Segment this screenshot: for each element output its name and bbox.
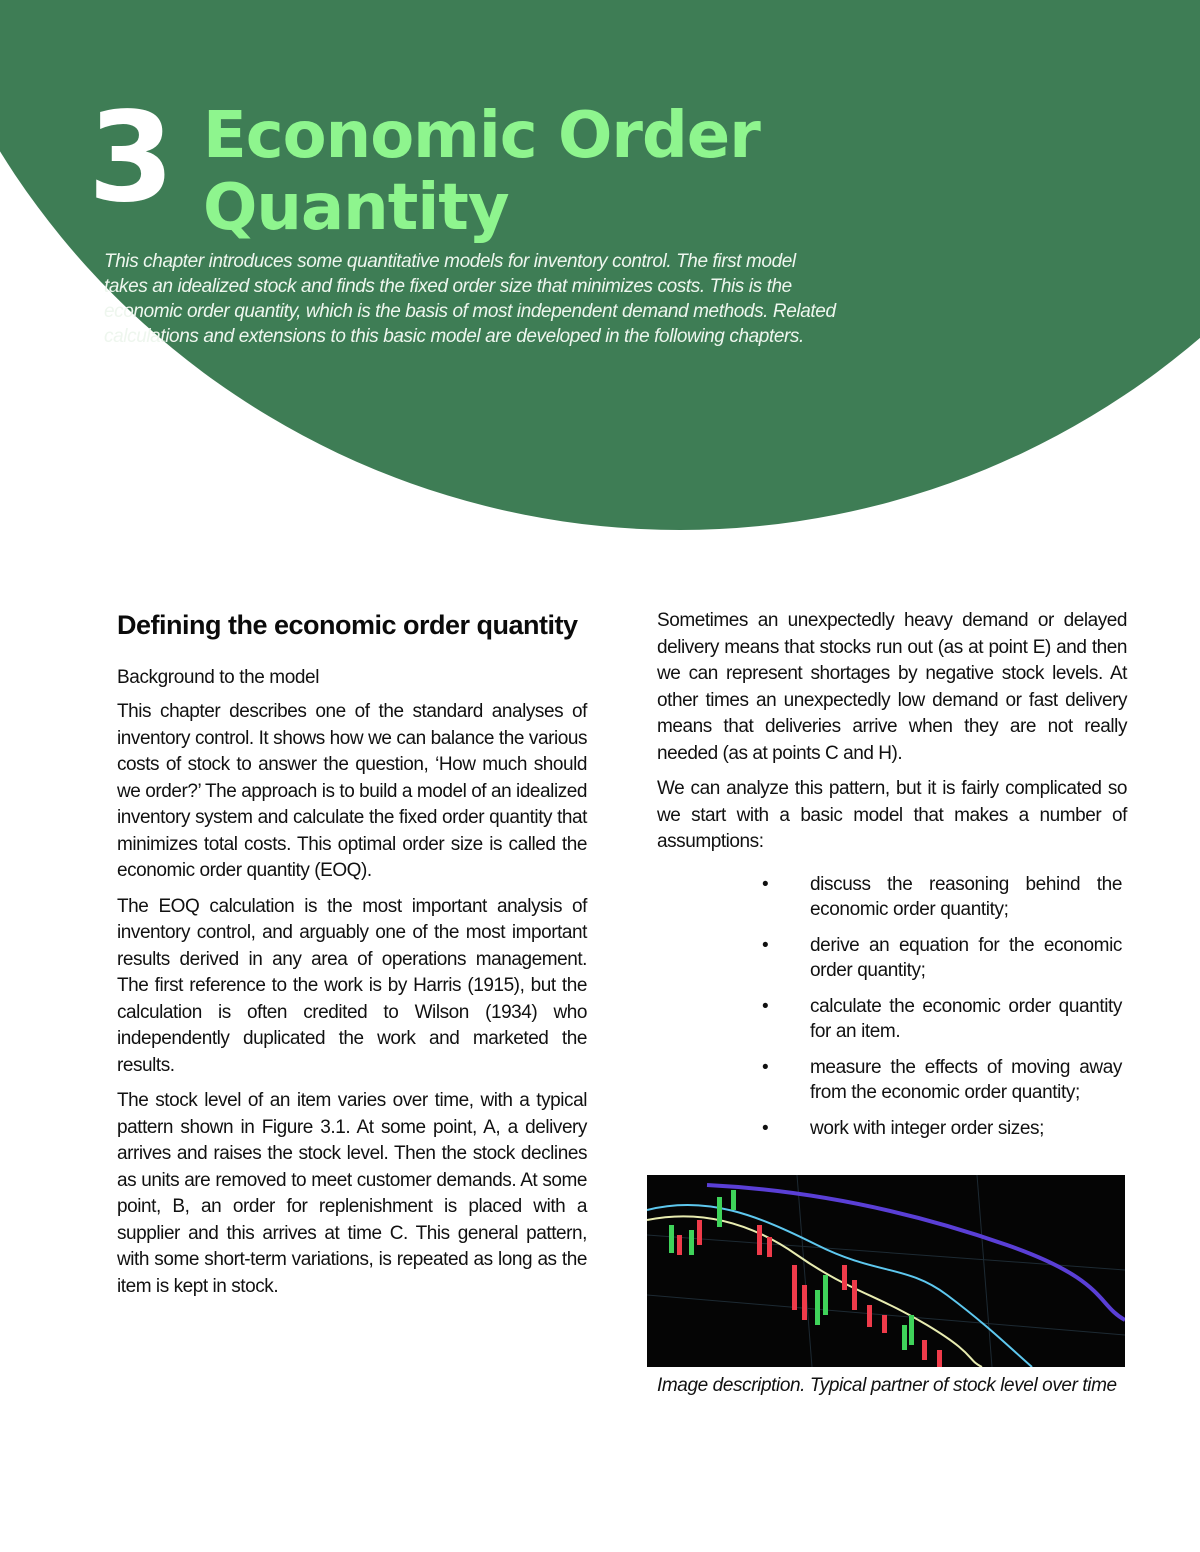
bullet-icon: • (762, 873, 769, 895)
paragraph: This chapter describes one of the standard analyses of inventory control. It shows how we can balance the various costs of stock to answer the question, ‘How much should we order?’ The approach is to build a model of an idealized inventory system and calculate the fixed order quantity that minimizes total costs. This optimal order size is called the economic order quantity (EOQ). (117, 701, 587, 881)
candlestick-illustration (647, 1175, 1125, 1367)
chapter-title-line-2: Quantity (203, 171, 509, 245)
objectives-list (657, 872, 1127, 1142)
paragraph: Sometimes an unexpectedly heavy demand or delayed delivery means that stocks run out (as at point E) and then we can represent shortages by negative stock levels. At other times an unexpectedly low demand or fast delivery means that deliveries arrive when they are not really needed (as at points C and H). (657, 610, 1127, 764)
paragraph: We can analyze this pattern, but it is fairly complicated so we start with a basic model that makes a number of assumptions: (657, 778, 1127, 852)
list-item (762, 994, 1122, 1045)
left-column (117, 607, 587, 1309)
list-item-text: derive an equation for the economic order quantity; (810, 934, 1122, 981)
subheading: Background to the model (117, 667, 320, 688)
list-item (762, 1055, 1122, 1106)
bullet-icon: • (762, 1117, 769, 1139)
stock-chart-photo (647, 1175, 1125, 1367)
list-item-text: work with integer order sizes; (810, 1117, 1045, 1139)
bullet-icon: • (762, 1056, 769, 1078)
section-heading: Defining the economic order quantity (117, 610, 578, 640)
list-item-text: calculate the economic order quantity for an item. (810, 995, 1122, 1042)
bullet-icon: • (762, 934, 769, 956)
paragraph: The EOQ calculation is the most important analysis of inventory control, and arguably one of the most important results derived in any area of operations management. The first reference to the work is by Harris (1915), but the calculation is often credited to Wilson (1934) who independently duplicated the work and marketed the results. (117, 895, 587, 1076)
list-item (762, 872, 1122, 923)
chapter-intro: This chapter introduces some quantitative models for inventory control. The first model takes an idealized stock and finds the fixed order size that minimizes costs. This is the economic order quantity, which is the basis of most independent demand methods. Related calculations and extensions to this basic model are developed in the following chapters. (104, 251, 836, 347)
list-item (762, 933, 1122, 984)
chapter-title-line-1: Economic Order (203, 99, 760, 173)
list-item-text: discuss the reasoning behind the economic order quantity; (810, 873, 1122, 920)
figure-caption: Image description. Typical partner of stock level over time (657, 1375, 1117, 1396)
paragraph: The stock level of an item varies over time, with a typical pattern shown in Figure 3.1. At some point, A, a delivery arrives and raises the stock level. Then the stock declines as units are removed to meet customer demands. At some point, B, an order for replenishment is placed with a supplier and this arrives at time C. This general pattern, with some short-term variations, is repeated as long as the item is kept in stock. (117, 1090, 587, 1297)
list-item (762, 1116, 1122, 1142)
right-column (657, 608, 1127, 1151)
chapter-number: 3 (88, 86, 171, 230)
list-item-text: measure the effects of moving away from the economic order quantity; (810, 1056, 1122, 1103)
chapter-title (203, 100, 903, 244)
bullet-icon: • (762, 995, 769, 1017)
